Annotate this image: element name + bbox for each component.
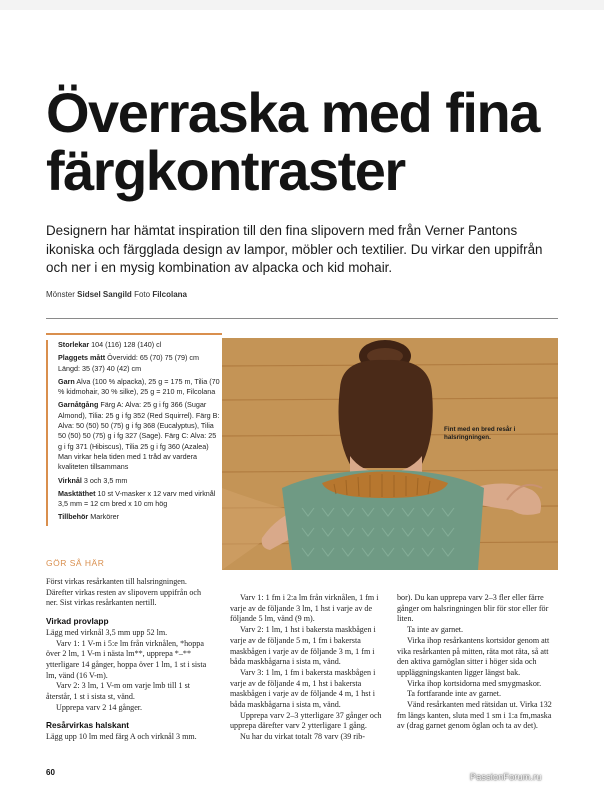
keep-yarn-again-text: Ta fortfarande inte av garnet.	[407, 689, 502, 699]
lead-paragraph: Designern har hämtat inspiration till den fina slipovern med från Verner Pantons ikoniska och färgglada design av lampor, möbler och textilier. Du virkar den uppifrån och ner i en mysig kombination av alpacka och kid mohair.	[46, 223, 543, 276]
info-measurements: Plaggets mått Övervidd: 65 (70) 75 (79) cm Längd: 35 (37) 40 (42) cm	[58, 353, 200, 373]
instructions-column-3	[397, 593, 557, 732]
photo-illustration	[222, 338, 558, 570]
instructions-heading: GÖR SÅ HÄR	[46, 558, 105, 568]
row-2-text: Varv 2: 1 lm, 1 hst i bakersta maskbågen i varje av de följande 5 m, 1 fm i bakersta maskbågen i varje av de följande 3 m, 1 fm i båda maskbågarna i sista m, vänd.	[230, 625, 376, 667]
row-3-text: Varv 3: 1 lm, 1 fm i bakersta maskbågen i varje av de följande 4 m, 1 hst i bakersta maskbågen i varje av de följande 4 m, 1 hst i båda maskbågarna i sista m, vänd.	[230, 667, 376, 710]
info-sizes: Storlekar 104 (116) 128 (140) cl	[58, 340, 162, 349]
pattern-label: Mönster	[46, 290, 75, 299]
pattern-info-box	[46, 340, 222, 526]
page-title: Överraska med fina färgkontraster	[46, 81, 539, 202]
instructions-column-1	[46, 577, 214, 743]
swatch-step-4: Upprepa varv 2 14 gånger.	[56, 702, 143, 712]
credits-line	[46, 290, 187, 299]
info-box-accent-line	[46, 333, 222, 335]
info-yarn: Garn Alva (100 % alpacka), 25 g = 175 m, Tilia (70 % kidmohair, 30 % silke), 25 g = 210 m, Filcolana	[58, 376, 220, 397]
page-number: 60	[46, 768, 55, 777]
total-rows-text: Nu har du virkat totalt 78 varv (39 rib-	[240, 732, 365, 742]
repeat-text: Upprepa varv 2–3 ytterligare 37 gånger och upprepa därefter varv 2 ytterligare 1 gång.	[230, 710, 382, 731]
neckband-step-1: Lägg upp 10 lm med färg A och virknål 3 mm.	[46, 732, 197, 742]
watermark: PassionForum.ru	[470, 772, 542, 782]
info-gauge: Masktäthet 10 st V-masker x 12 varv med virknål 3,5 mm = 12 cm bred x 10 cm hög	[58, 488, 216, 509]
swatch-heading: Virkad provlapp	[46, 616, 109, 627]
info-hook: Virknål 3 och 3,5 mm	[58, 475, 128, 485]
keep-yarn-text: Ta inte av garnet.	[407, 625, 464, 635]
info-notions: Tillbehör Markörer	[58, 512, 119, 522]
instructions-column-2	[230, 593, 385, 743]
neckband-heading: Resårvirkas halskant	[46, 720, 130, 731]
edge-text: Vänd resårkanten med rätsidan ut. Virka 132 fm längs kanten, sluta med 1 sm i 1:a fm,maska av (drag garnet genom öglan och ta av det).	[397, 700, 552, 731]
photo-caption: Fint med en bred resår i halsringningen.	[444, 426, 516, 441]
photographer-name: Filcolana	[152, 290, 187, 299]
swatch-step-1: Lägg med virknål 3,5 mm upp 52 lm.	[46, 627, 168, 637]
join-text: Virka ihop resårkantens kortsidor genom att vika resårkanten på mitten, räta mot räta, så att den aktiva garnöglan sitter i höger sida och uppläggningskanten ligger längst bak.	[397, 635, 550, 677]
divider-rule	[46, 318, 558, 319]
slip-stitch-text: Virka ihop kortsidorna med smygmaskor.	[407, 678, 542, 688]
swatch-step-2: Varv 1: 1 V-m i 5:e lm från virknålen, *hoppa över 2 lm, 1 V-m i nästa lm**, upprepa *–** ytterligare 14 gånger, hoppa över 1 lm, 1 st i sista lm, vänd (16 V-m).	[46, 638, 207, 680]
adjust-text: bor). Du kan upprepa varv 2–3 fler eller färre gånger om halsringningen blir för stor eller för liten.	[397, 593, 549, 624]
child-slipover-photo	[222, 338, 558, 570]
photo-label: Foto	[134, 290, 151, 299]
row-1-text: Varv 1: 1 fm i 2:a lm från virknålen, 1 fm i varje av de följande 3 lm, 1 hst i varje av de följande 5 lm, vänd (9 m).	[230, 593, 379, 624]
intro-text: Först virkas resårkanten till halsringningen. Därefter virkas resten av slipovern uppifrån och ner. Sist virkas resårkanten nertill.	[46, 577, 202, 608]
page-top-band	[0, 0, 604, 10]
swatch-step-3: Varv 2: 3 lm, 1 V-m om varje lmb till 1 st återstår, 1 st i sista st, vänd.	[46, 681, 190, 702]
designer-name: Sidsel Sangild	[77, 290, 132, 299]
info-yarn-amount: Garnåtgång Färg A: Alva: 25 g i fg 366 (Sugar Almond), Tilia: 25 g i fg 352 (Red Squirrel). Färg B: Alva: 50 (50) 50 (75) g i fg 368 (Eucalyptus), Tilia 50 (50) 50 (75) g i fg 327 (Sage). Färg C: Alva: 25 g i fg 371 (Hibiscus), Tilia 25 g i fg 360 (Azalea) Man virkar hela tiden med 1 tråd av vardera kvaliteten tillsammans	[58, 400, 220, 472]
